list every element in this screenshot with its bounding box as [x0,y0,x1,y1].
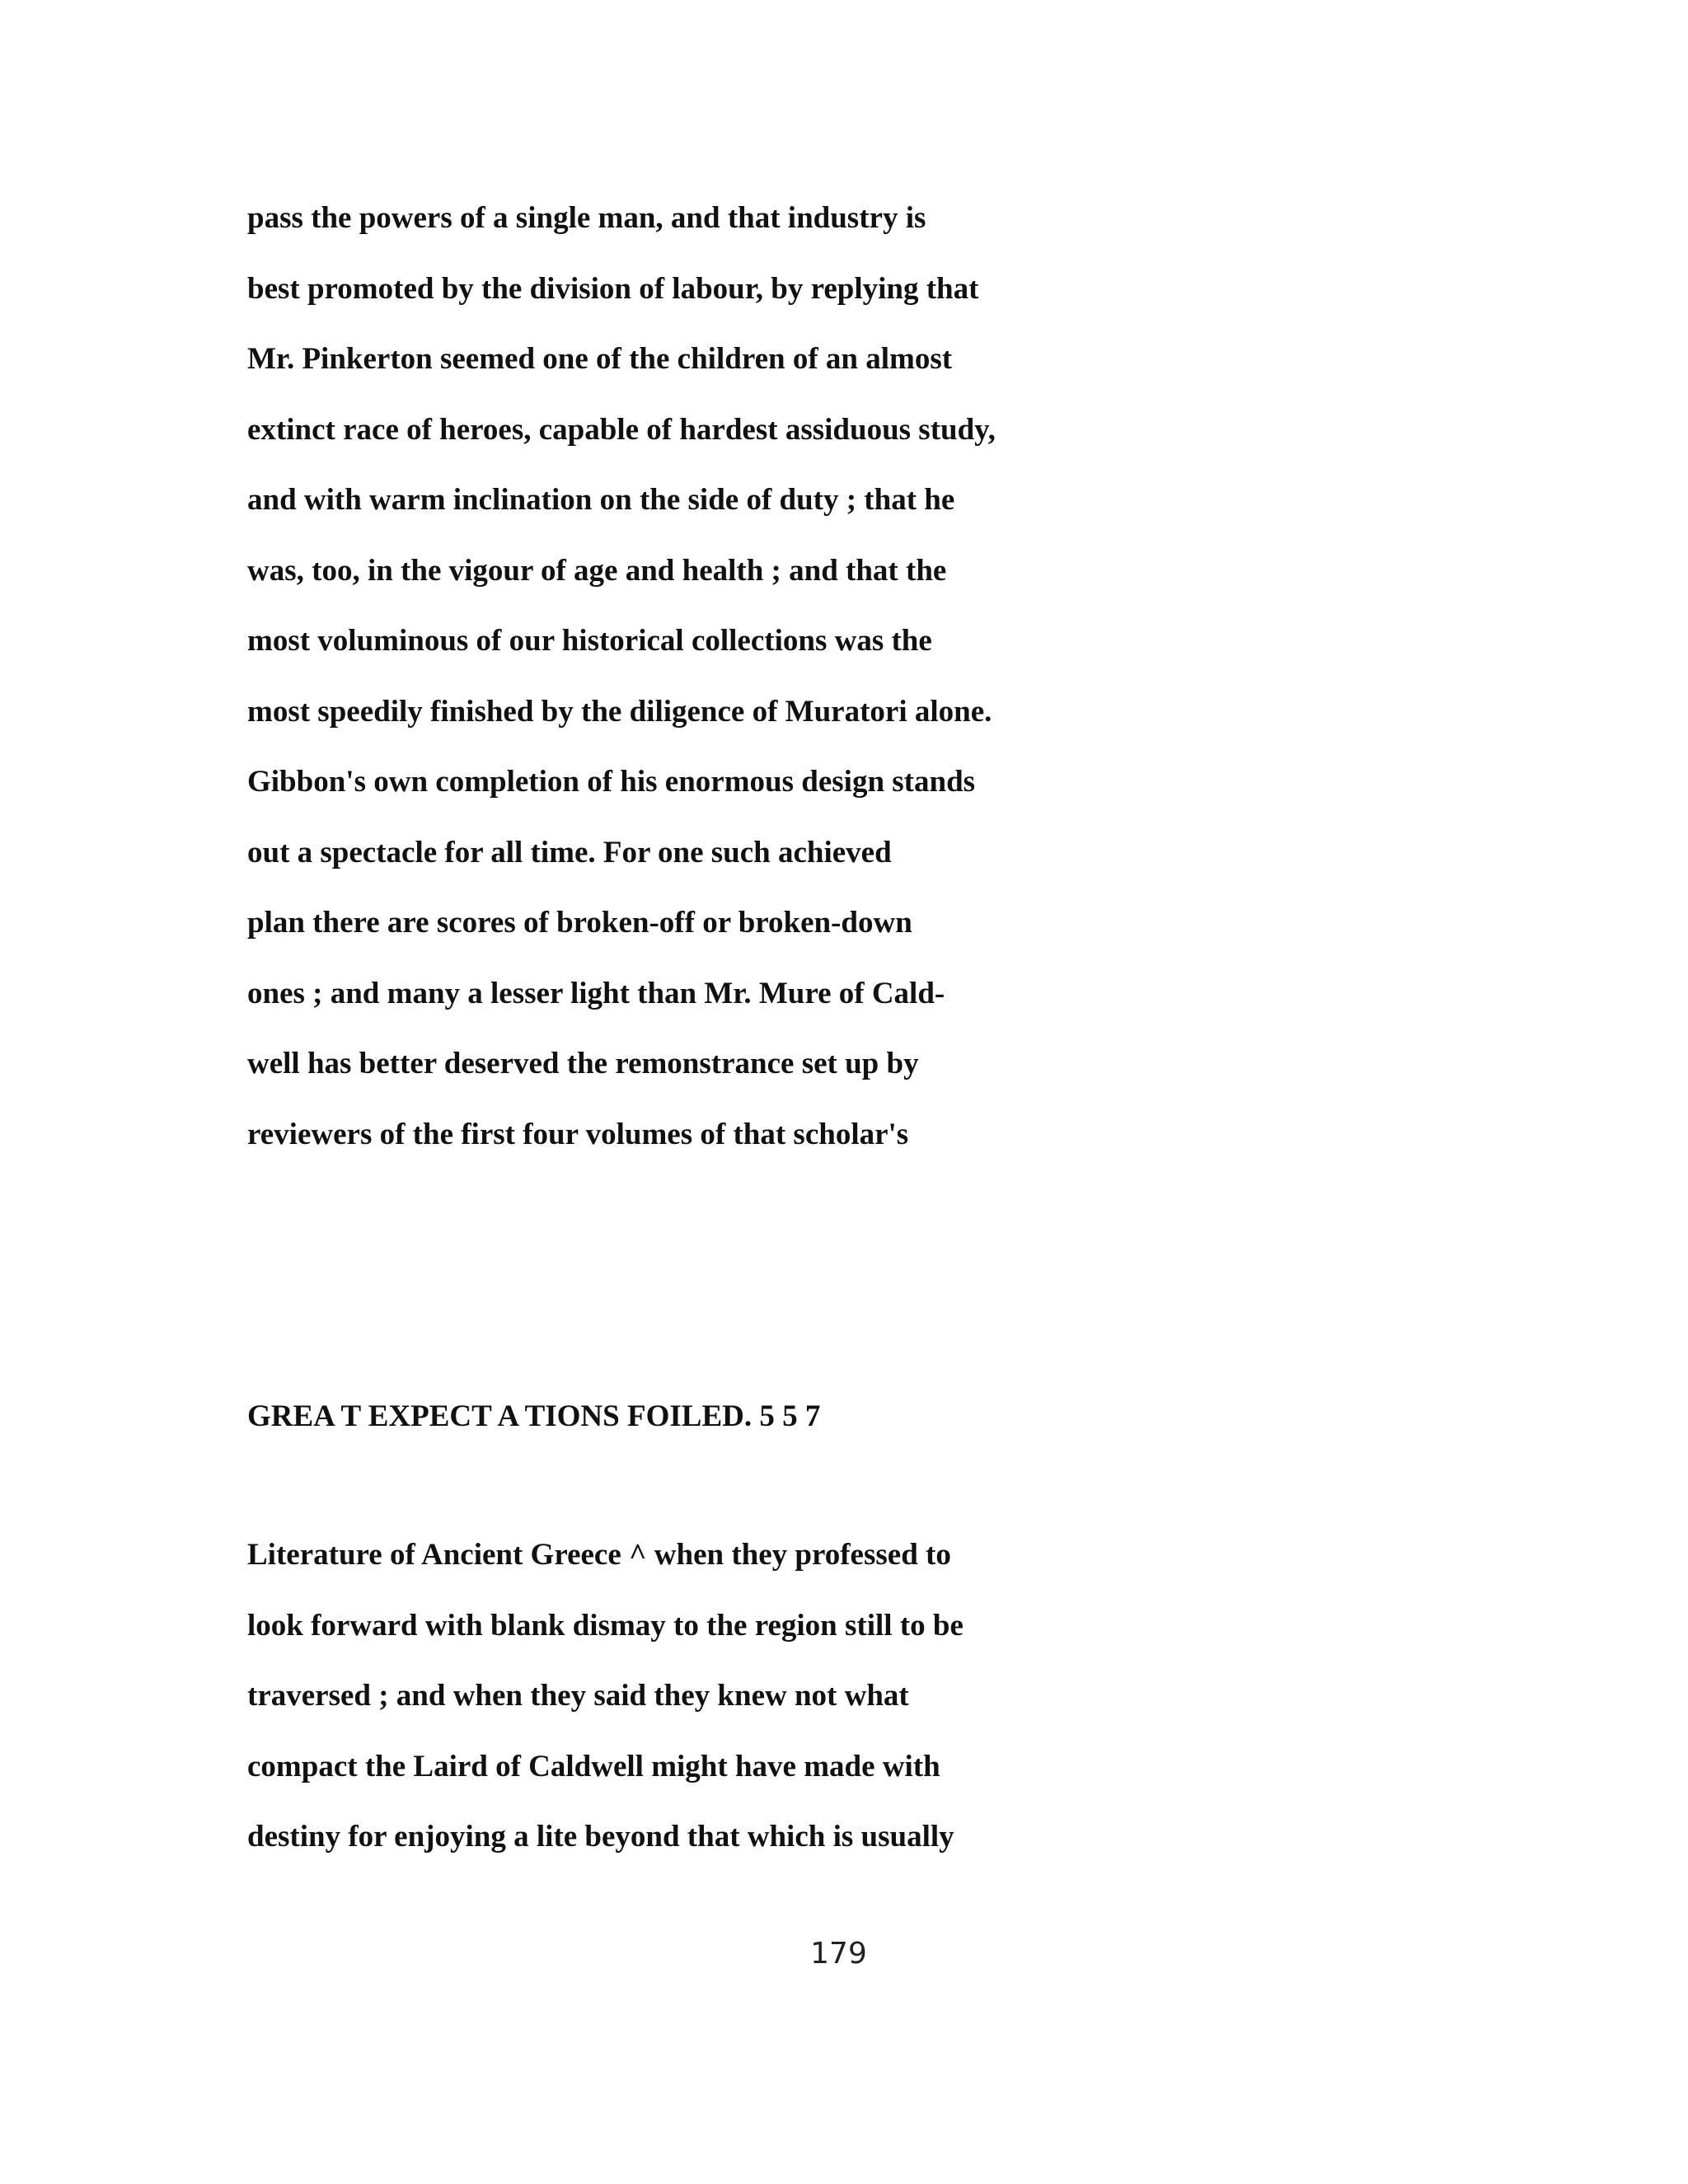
text-line: compact the Laird of Caldwell might have made with [247,1749,940,1783]
text-line: Gibbon's own completion of his enormous design stands [247,765,976,799]
text-line: best promoted by the division of labour, by replying that [247,271,979,306]
body-text-bottom [247,1520,1484,1872]
text-line: and with warm inclination on the side of duty ; that he [247,483,955,517]
text-line: reviewers of the first four volumes of that scholar's [247,1117,909,1151]
text-line: destiny for enjoying a lite beyond that which is usually [247,1820,954,1854]
text-line: traversed ; and when they said they knew not what [247,1679,909,1713]
text-line: look forward with blank dismay to the region still to be [247,1608,964,1643]
text-line: plan there are scores of broken-off or broken-down [247,906,912,940]
text-line: out a spectacle for all time. For one such achieved [247,835,892,869]
text-line: most speedily finished by the diligence of Muratori alone. [247,694,992,729]
page-number: 179 [810,1937,867,1971]
text-line: was, too, in the vigour of age and health ; and that the [247,553,947,588]
text-line: Mr. Pinkerton seemed one of the children of an almost [247,342,953,376]
text-line: Literature of Ancient Greece ^ when they professed to [247,1538,951,1572]
text-line: extinct race of heroes, capable of hardest assiduous study, [247,412,996,447]
text-line: most voluminous of our historical collections was the [247,624,932,658]
body-text-top [247,183,1484,1169]
text-line: ones ; and many a lesser light than Mr. Mure of Cald- [247,976,945,1010]
running-head: GREA T EXPECT A TIONS FOILED. 5 5 7 [247,1399,821,1433]
text-line: pass the powers of a single man, and that industry is [247,201,926,235]
text-line: well has better deserved the remonstrance set up by [247,1047,919,1080]
